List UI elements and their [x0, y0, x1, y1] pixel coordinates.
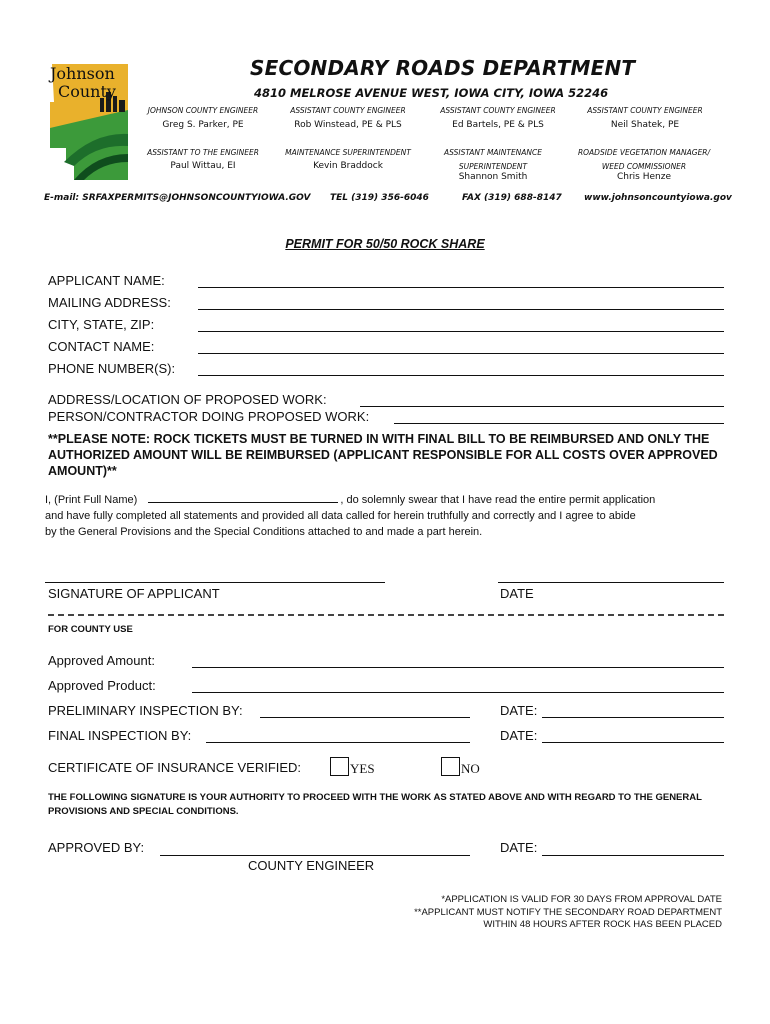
- cut-line-divider: [48, 614, 724, 616]
- applicant-date-label: DATE: [500, 586, 534, 601]
- department-address: 4810 MELROSE AVENUE WEST, IOWA CITY, IOWA 52246: [254, 86, 609, 100]
- insurance-label: CERTIFICATE OF INSURANCE VERIFIED:: [48, 760, 302, 775]
- staff-name: Paul Wittau, EI: [170, 161, 236, 171]
- contractor-label: PERSON/CONTRACTOR DOING PROPOSED WORK:: [48, 409, 370, 424]
- staff-role: ASSISTANT COUNTY ENGINEER: [290, 106, 406, 115]
- approval-date-field[interactable]: [542, 855, 724, 856]
- applicant-name-field[interactable]: [198, 287, 724, 288]
- preliminary-inspection-field[interactable]: [260, 717, 470, 718]
- contact-name-field[interactable]: [198, 353, 724, 354]
- preliminary-date-label: DATE:: [500, 703, 538, 718]
- staff-name: Ed Bartels, PE & PLS: [452, 120, 544, 130]
- signature-label: SIGNATURE OF APPLICANT: [48, 586, 220, 601]
- staff-role: ASSISTANT TO THE ENGINEER: [147, 148, 259, 157]
- footer-validity: *APPLICATION IS VALID FOR 30 DAYS FROM APPROVAL DATE: [441, 894, 722, 905]
- contact-web[interactable]: www.johnsoncountyiowa.gov: [584, 193, 732, 203]
- insurance-no-label: NO: [461, 761, 480, 776]
- county-engineer-label: COUNTY ENGINEER: [248, 858, 375, 873]
- staff-role: ASSISTANT COUNTY ENGINEER: [587, 106, 703, 115]
- form-title: PERMIT FOR 50/50 ROCK SHARE: [285, 237, 485, 251]
- contractor-field[interactable]: [394, 423, 724, 424]
- contact-fax: FAX (319) 688-8147: [462, 193, 562, 203]
- oath-prefix: I, (Print Full Name): [45, 494, 138, 506]
- staff-role: ASSISTANT COUNTY ENGINEER: [440, 106, 556, 115]
- final-inspection-label: FINAL INSPECTION BY:: [48, 728, 192, 743]
- county-use-heading: FOR COUNTY USE: [48, 624, 133, 635]
- mailing-address-field[interactable]: [198, 309, 724, 310]
- county-logo: [44, 62, 130, 182]
- approved-amount-label: Approved Amount:: [48, 653, 155, 668]
- approved-by-label: APPROVED BY:: [48, 840, 145, 855]
- preliminary-date-field[interactable]: [542, 717, 724, 718]
- staff-role-line2: WEED COMMISSIONER: [601, 162, 687, 171]
- logo-text-johnson: Johnson: [50, 64, 115, 83]
- staff-entry: [278, 106, 418, 130]
- applicant-name-label: APPLICANT NAME:: [48, 273, 165, 288]
- insurance-yes-label: YES: [350, 761, 375, 776]
- oath-line-2: and have fully completed all statements and provided all data called for herein truthfully and correctly and I agree to abide: [45, 510, 636, 522]
- approved-by-field[interactable]: [160, 855, 470, 856]
- staff-name: Neil Shatek, PE: [610, 120, 680, 130]
- staff-entry: [278, 148, 418, 171]
- final-date-field[interactable]: [542, 742, 724, 743]
- department-title: SECONDARY ROADS DEPARTMENT: [250, 56, 636, 80]
- contact-tel: TEL (319) 356-6046: [330, 193, 429, 203]
- print-name-field[interactable]: [148, 492, 338, 503]
- approval-date-label: DATE:: [500, 840, 538, 855]
- staff-entry: [428, 106, 568, 130]
- footer-notify: **APPLICANT MUST NOTIFY THE SECONDARY ROAD DEPARTMENT: [414, 907, 722, 918]
- location-field[interactable]: [360, 406, 724, 407]
- staff-name: Rob Winstead, PE & PLS: [294, 120, 402, 130]
- contact-email[interactable]: E-mail: SRFAXPERMITS@JOHNSONCOUNTYIOWA.GOV: [44, 193, 311, 203]
- contact-name-label: CONTACT NAME:: [48, 339, 155, 354]
- staff-name: Shannon Smith: [458, 172, 528, 182]
- preliminary-inspection-label: PRELIMINARY INSPECTION BY:: [48, 703, 243, 718]
- mailing-address-label: MAILING ADDRESS:: [48, 295, 171, 310]
- staff-role: ASSISTANT MAINTENANCE: [443, 148, 543, 157]
- staff-entry: [568, 148, 720, 182]
- staff-role: MAINTENANCE SUPERINTENDENT: [285, 148, 411, 157]
- oath-line-1: [45, 492, 655, 508]
- authority-statement: THE FOLLOWING SIGNATURE IS YOUR AUTHORITY TO PROCEED WITH THE WORK AS STATED ABOVE AND WITH REGARD TO THE GENERAL PROVISIONS AND SPECIAL CONDITIONS.: [48, 792, 702, 817]
- staff-name: Kevin Braddock: [313, 161, 383, 171]
- signature-field[interactable]: [45, 582, 385, 583]
- logo-text-county: County: [58, 82, 116, 101]
- phone-field[interactable]: [198, 375, 724, 376]
- staff-entry: [575, 106, 715, 130]
- staff-entry: [138, 106, 268, 130]
- city-state-zip-label: CITY, STATE, ZIP:: [48, 317, 155, 332]
- final-inspection-field[interactable]: [206, 742, 470, 743]
- staff-entry: [423, 148, 563, 182]
- staff-entry: [138, 148, 268, 171]
- city-state-zip-field[interactable]: [198, 331, 724, 332]
- staff-name: Greg S. Parker, PE: [162, 120, 244, 130]
- insurance-yes-checkbox[interactable]: [330, 757, 349, 776]
- staff-role: JOHNSON COUNTY ENGINEER: [147, 106, 259, 115]
- staff-role: ROADSIDE VEGETATION MANAGER/: [577, 148, 711, 157]
- approved-amount-field[interactable]: [192, 667, 724, 668]
- approved-product-field[interactable]: [192, 692, 724, 693]
- footer-48-hours: WITHIN 48 HOURS AFTER ROCK HAS BEEN PLACED: [483, 919, 722, 930]
- final-date-label: DATE:: [500, 728, 538, 743]
- oath-suffix: , do solemnly swear that I have read the entire permit application: [340, 494, 656, 506]
- oath-line-3: by the General Provisions and the Special Conditions attached to and made a part herein.: [45, 526, 483, 538]
- approved-product-label: Approved Product:: [48, 678, 156, 693]
- phone-label: PHONE NUMBER(S):: [48, 361, 176, 376]
- staff-name: Chris Henze: [616, 172, 671, 182]
- staff-role-line2: SUPERINTENDENT: [458, 162, 528, 171]
- insurance-no-checkbox[interactable]: [441, 757, 460, 776]
- location-label: ADDRESS/LOCATION OF PROPOSED WORK:: [48, 392, 327, 407]
- applicant-date-field[interactable]: [498, 582, 724, 583]
- rock-ticket-note: **PLEASE NOTE: ROCK TICKETS MUST BE TURNED IN WITH FINAL BILL TO BE REIMBURSED AND ONLY THE AUTHORIZED AMOUNT WILL BE REIMBURSED (APPLICANT RESPONSIBLE FOR ALL COSTS OVER APPROVED AMOUNT)**: [48, 432, 718, 478]
